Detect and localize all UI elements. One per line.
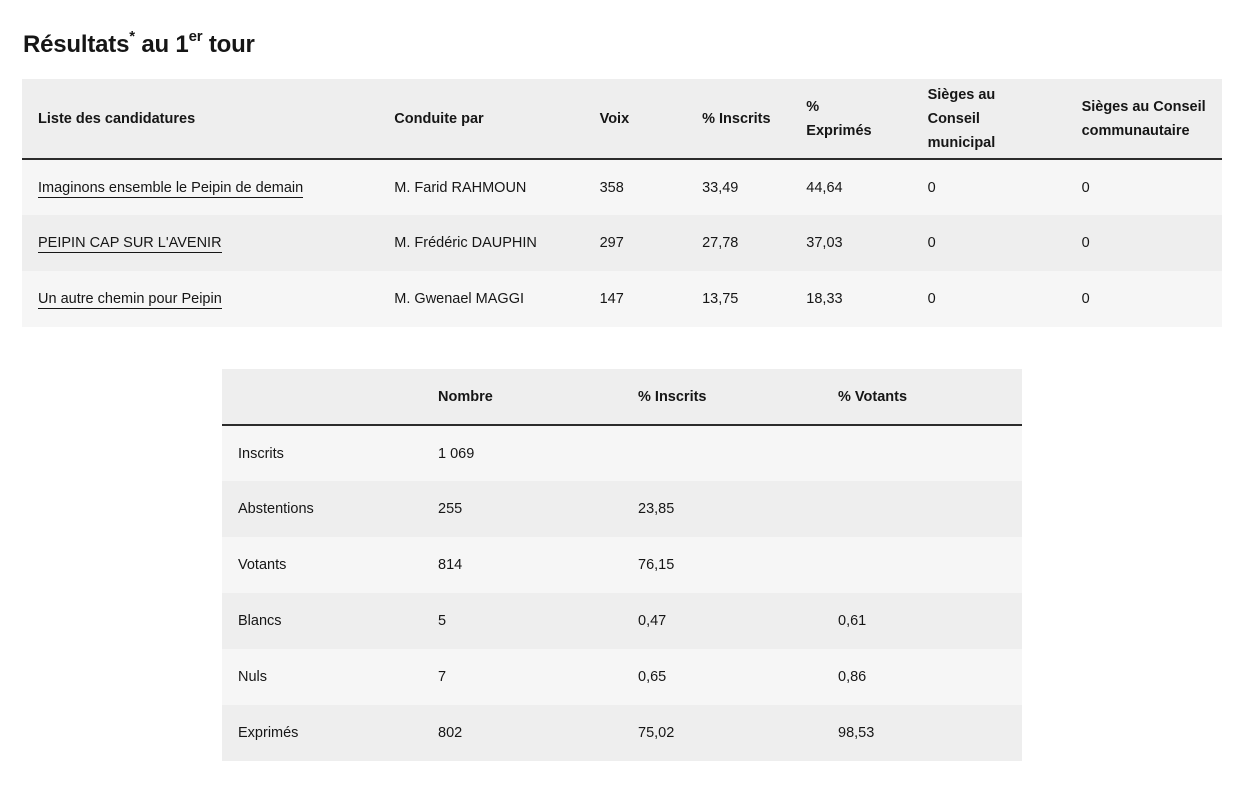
count-cell: 802 bbox=[438, 725, 463, 741]
table-row bbox=[222, 705, 1022, 761]
table-row bbox=[22, 271, 1222, 327]
seats-municipal-cell: 0 bbox=[927, 235, 936, 251]
seats-municipal-cell: 0 bbox=[927, 291, 936, 307]
results-table bbox=[22, 79, 1222, 327]
pct-registered-cell: 13,75 bbox=[702, 291, 739, 307]
leader-cell: M. Farid RAHMOUN bbox=[394, 179, 527, 196]
pct-voters-cell bbox=[822, 425, 1022, 481]
col-header-seats-municipal: Sièges au Conseil municipal bbox=[927, 86, 996, 151]
participation-table bbox=[222, 369, 1022, 761]
count-cell: 814 bbox=[438, 557, 463, 573]
col-header-list: Liste des candidatures bbox=[38, 110, 196, 127]
col-header-pct-voters: % Votants bbox=[838, 388, 908, 405]
list-cell bbox=[22, 215, 378, 271]
row-label: Nuls bbox=[238, 669, 268, 685]
count-cell: 255 bbox=[438, 501, 463, 517]
list-cell bbox=[22, 271, 378, 327]
row-label: Blancs bbox=[238, 613, 282, 629]
table-row bbox=[222, 593, 1022, 649]
participation-header-row bbox=[222, 369, 1022, 425]
list-cell bbox=[22, 159, 378, 215]
col-header-votes: Voix bbox=[599, 110, 630, 127]
list-link[interactable]: Imaginons ensemble le Peipin de demain bbox=[38, 179, 304, 196]
table-row bbox=[222, 649, 1022, 705]
col-header-pct-registered: % Inscrits bbox=[638, 388, 707, 405]
pct-expressed-cell: 44,64 bbox=[806, 179, 843, 196]
table-row bbox=[22, 215, 1222, 271]
seats-municipal-cell: 0 bbox=[927, 179, 936, 196]
results-table-header bbox=[22, 79, 1222, 159]
results-table-body bbox=[22, 159, 1222, 327]
row-label: Inscrits bbox=[238, 445, 284, 462]
pct-voters-cell: 0,86 bbox=[838, 669, 867, 685]
pct-registered-cell: 27,78 bbox=[702, 235, 739, 251]
pct-expressed-cell: 18,33 bbox=[806, 291, 843, 307]
seats-community-cell: 0 bbox=[1081, 179, 1090, 196]
pct-registered-cell: 33,49 bbox=[702, 179, 739, 196]
title-ordinal: er bbox=[188, 28, 203, 45]
pct-voters-cell: 98,53 bbox=[838, 725, 875, 741]
title-asterisk: * bbox=[129, 28, 135, 45]
results-header-row bbox=[22, 79, 1222, 159]
votes-cell: 147 bbox=[599, 291, 624, 307]
table-row bbox=[22, 159, 1222, 215]
col-header-empty bbox=[222, 369, 422, 425]
table-row bbox=[222, 537, 1022, 593]
pct-registered-cell: 23,85 bbox=[638, 501, 675, 517]
list-link[interactable]: PEIPIN CAP SUR L'AVENIR bbox=[38, 235, 222, 251]
title-end: tour bbox=[202, 31, 255, 58]
pct-voters-cell bbox=[822, 537, 1022, 593]
pct-voters-cell bbox=[822, 481, 1022, 537]
seats-community-cell: 0 bbox=[1081, 291, 1090, 307]
col-header-leader: Conduite par bbox=[394, 110, 484, 127]
pct-voters-cell: 0,61 bbox=[838, 613, 867, 629]
leader-cell: M. Frédéric DAUPHIN bbox=[394, 235, 537, 251]
col-header-pct-registered: % Inscrits bbox=[702, 110, 771, 127]
leader-cell: M. Gwenael MAGGI bbox=[394, 291, 525, 307]
list-link[interactable]: Un autre chemin pour Peipin bbox=[38, 291, 222, 307]
page-title bbox=[23, 28, 255, 62]
title-main: Résultats bbox=[23, 31, 130, 58]
votes-cell: 297 bbox=[599, 235, 624, 251]
participation-table-body bbox=[222, 425, 1022, 761]
col-header-seats-community: Sièges au Conseil communautaire bbox=[1081, 98, 1206, 139]
pct-registered-cell bbox=[622, 425, 822, 481]
count-cell: 7 bbox=[438, 669, 447, 685]
table-row bbox=[222, 481, 1022, 537]
row-label: Votants bbox=[238, 557, 287, 573]
participation-table-header bbox=[222, 369, 1022, 425]
pct-registered-cell: 0,65 bbox=[638, 669, 667, 685]
votes-cell: 358 bbox=[599, 179, 624, 196]
pct-registered-cell: 75,02 bbox=[638, 725, 675, 741]
count-cell: 5 bbox=[438, 613, 447, 629]
table-row bbox=[222, 425, 1022, 481]
row-label: Abstentions bbox=[238, 501, 314, 517]
title-mid: au 1 bbox=[134, 31, 189, 58]
pct-expressed-cell: 37,03 bbox=[806, 235, 843, 251]
count-cell: 1 069 bbox=[438, 445, 475, 462]
col-header-count: Nombre bbox=[438, 388, 493, 405]
seats-community-cell: 0 bbox=[1081, 235, 1090, 251]
pct-registered-cell: 76,15 bbox=[638, 557, 675, 573]
pct-registered-cell: 0,47 bbox=[638, 613, 667, 629]
row-label: Exprimés bbox=[238, 725, 299, 741]
col-header-pct-expressed: % Exprimés bbox=[806, 98, 872, 139]
